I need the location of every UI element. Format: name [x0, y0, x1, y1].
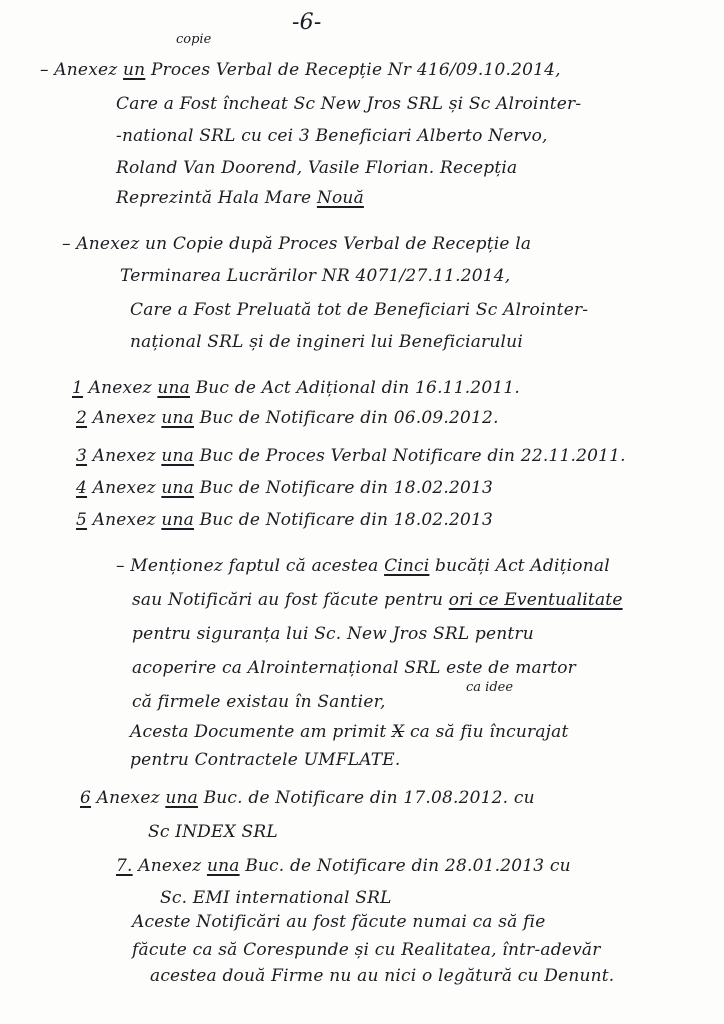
- inserted-words-ca-idee: ca idee: [466, 680, 514, 695]
- list-item: 6 Anexez una Buc. de Notificare din 17.08.2012. cu: [80, 788, 535, 808]
- b1-line-5: Reprezintă Hala Mare Nouă: [116, 188, 364, 208]
- b2-line-1: – Anexez un Copie după Proces Verbal de Recepție la: [62, 234, 532, 254]
- list-item: 4 Anexez una Buc de Notificare din 18.02.2013: [76, 478, 494, 498]
- item6-company: Sc INDEX SRL: [148, 822, 278, 842]
- b3-line-3: pentru siguranța lui Sc. New Jros SRL pentru: [132, 624, 534, 644]
- b1-line-2: Care a Fost încheat Sc New Jros SRL și Sc Alrointer-: [116, 94, 582, 114]
- list-item: 1 Anexez una Buc de Act Adițional din 16.11.2011.: [72, 378, 520, 398]
- list-item: 7. Anexez una Buc. de Notificare din 28.01.2013 cu: [116, 856, 571, 876]
- item7-note-3: acestea două Firme nu au nici o legătură cu Denunt.: [150, 966, 615, 986]
- b2-line-2: Terminarea Lucrărilor NR 4071/27.11.2014,: [120, 266, 511, 286]
- b3-line-7: pentru Contractele UMFLATE.: [130, 750, 401, 770]
- item7-note-1: Aceste Notificări au fost făcute numai ca să fie: [132, 912, 546, 932]
- inserted-word-copie: copie: [176, 32, 212, 47]
- list-item: 2 Anexez una Buc de Notificare din 06.09.2012.: [76, 408, 499, 428]
- item7-note-2: făcute ca să Corespunde și cu Realitatea, într-adevăr: [132, 940, 601, 960]
- page-number: -6-: [292, 10, 322, 35]
- b1-line-4: Roland Van Doorend, Vasile Florian. Recepția: [116, 158, 518, 178]
- item7-company: Sc. EMI international SRL: [160, 888, 392, 908]
- b3-line-6: Acesta Documente am primit X ca să fiu încurajat: [130, 722, 569, 742]
- b1-line-3: -national SRL cu cei 3 Beneficiari Alberto Nervo,: [116, 126, 548, 146]
- b3-line-1: – Menționez faptul că acestea Cinci bucăți Act Adițional: [116, 556, 610, 576]
- b3-line-2: sau Notificări au fost făcute pentru ori ce Eventualitate: [132, 590, 623, 610]
- b1-line-1: – Anexez un Proces Verbal de Recepție Nr 416/09.10.2014,: [40, 60, 561, 80]
- b2-line-3: Care a Fost Preluată tot de Beneficiari Sc Alrointer-: [130, 300, 589, 320]
- b2-line-4: național SRL și de ingineri lui Beneficiarului: [130, 332, 523, 352]
- list-item: 5 Anexez una Buc de Notificare din 18.02.2013: [76, 510, 494, 530]
- list-item: 3 Anexez una Buc de Proces Verbal Notificare din 22.11.2011.: [76, 446, 626, 466]
- b3-line-4: acoperire ca Alrointernațional SRL este de martor: [132, 658, 576, 678]
- b3-line-5: că firmele existau în Santier,: [132, 692, 386, 712]
